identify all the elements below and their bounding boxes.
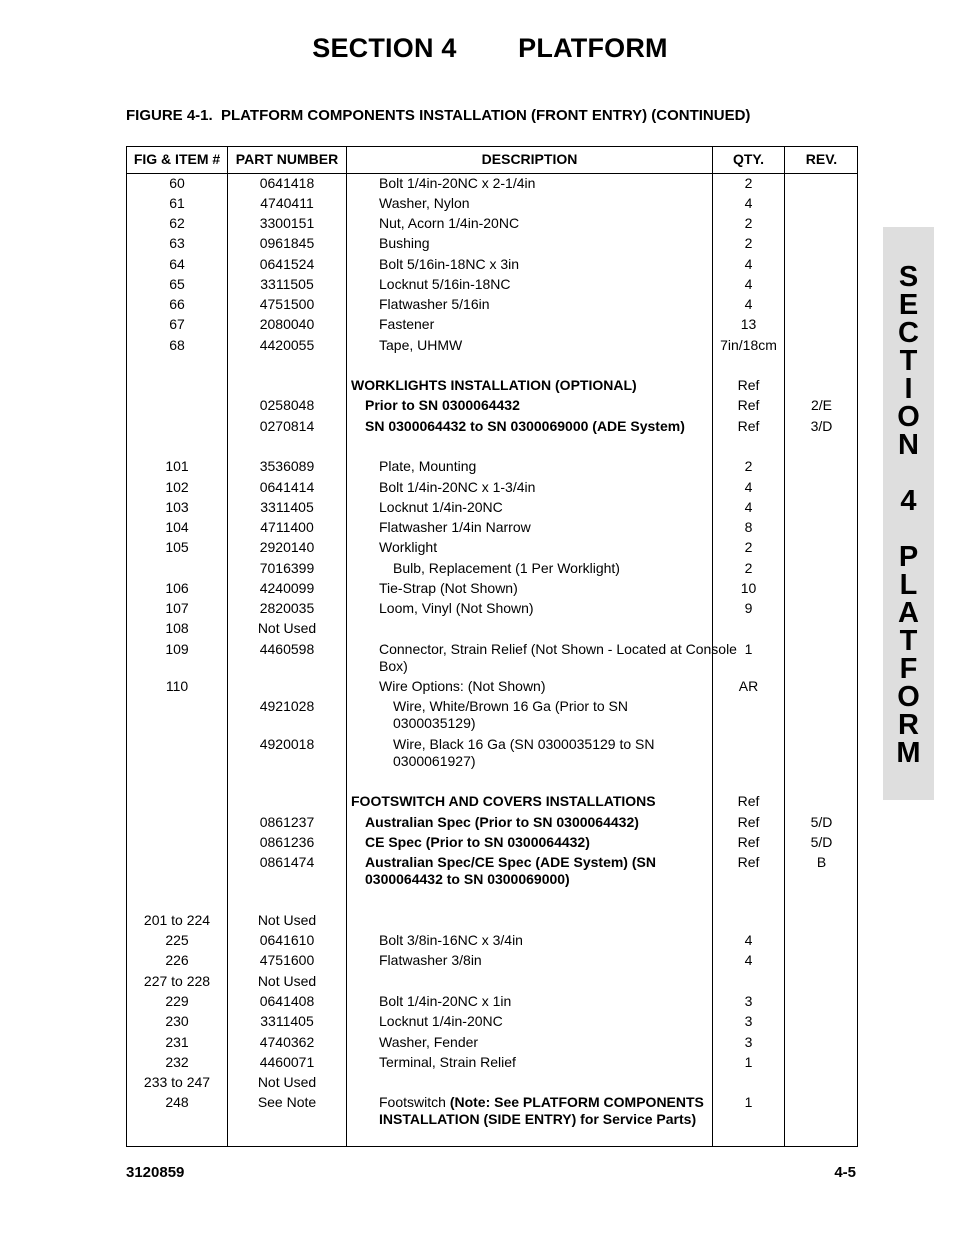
part-number-cell: 4920018 [259,736,315,752]
side-tab-letter: I [904,373,913,405]
side-tab-letter: F [899,653,918,685]
description-cell: Plate, Mounting [379,458,477,474]
side-tab-letter: S [898,261,919,293]
qty-cell: 2 [744,215,753,231]
description-cell: Flatwasher 3/8in [379,952,482,968]
description-cell: Australian Spec/CE Spec (ADE System) (SN 0300064432 to SN 0300069000) [365,854,656,887]
description-cell: Washer, Fender [379,1034,479,1050]
fig-item-cell: 232 [165,1054,189,1070]
description-cell: Washer, Nylon [379,195,470,211]
qty-cell: 3 [744,1013,753,1029]
description-cell: Bulb, Replacement (1 Per Worklight) [393,560,620,576]
header-fig-item: FIG & ITEM # [133,151,221,167]
qty-cell: 3 [744,993,753,1009]
qty-cell: 1 [744,1094,753,1110]
description-cell: Australian Spec (Prior to SN 0300064432) [365,814,639,830]
part-number-cell: 3311505 [260,276,314,292]
fig-item-cell: 230 [165,1013,189,1029]
description-cell: Bolt 5/16in-18NC x 3in [379,256,520,272]
fig-item-cell: 201 to 224 [143,912,211,928]
fig-item-cell: 61 [169,195,185,211]
description-cell: Tape, UHMW [379,337,463,353]
qty-cell: 4 [744,276,753,292]
description-cell: Locknut 1/4in-20NC [379,499,503,515]
fig-item-cell: 226 [165,952,189,968]
description-cell: CE Spec (Prior to SN 0300064432) [365,834,590,850]
fig-item-cell: 67 [169,316,185,332]
part-number-cell: See Note [257,1094,317,1110]
fig-item-cell: 103 [165,499,189,515]
qty-cell: Ref [737,397,760,413]
qty-cell: 10 [740,580,757,596]
header-part-number: PART NUMBER [235,151,339,167]
part-number-cell: Not Used [257,912,317,928]
header-description: DESCRIPTION [481,151,578,167]
description-cell: Locknut 1/4in-20NC [379,1013,503,1029]
part-number-cell: 0641414 [259,479,315,495]
part-number-cell: Not Used [257,973,317,989]
part-number-cell: 0270814 [259,418,315,434]
qty-cell: 7in/18cm [720,337,777,353]
qty-cell: Ref [737,793,760,809]
part-number-cell: 4751500 [259,296,315,312]
fig-item-cell: 60 [169,175,185,191]
part-number-cell: 4740411 [260,195,314,211]
qty-cell: 1 [744,641,753,657]
rev-cell: B [816,854,827,870]
qty-cell: 4 [744,296,753,312]
qty-cell: 4 [744,479,753,495]
description-note: (Note: See PLATFORM COMPONENTS INSTALLATION (SIDE ENTRY) for Service Parts) [379,1094,704,1127]
header-qty: QTY. [732,151,765,167]
part-number-cell: 3536089 [259,458,315,474]
page-number: 4-5 [834,1164,856,1181]
fig-item-cell: 233 to 247 [143,1074,211,1090]
fig-item-cell: 68 [169,337,185,353]
side-tab-letter: E [898,289,919,321]
part-number-cell: 0641524 [259,256,315,272]
fig-item-cell: 109 [165,641,189,657]
part-number-cell: Not Used [257,1074,317,1090]
side-tab-letter: O [897,401,920,433]
description-cell: Flatwasher 1/4in Narrow [379,519,531,535]
qty-cell: 4 [744,952,753,968]
document-number: 3120859 [126,1164,185,1181]
rev-cell: 5/D [810,814,833,830]
qty-cell: 4 [744,499,753,515]
description-cell [348,1094,743,1128]
fig-item-cell: 102 [165,479,189,495]
description-cell: WORKLIGHTS INSTALLATION (OPTIONAL) [351,377,637,393]
qty-cell: 13 [740,316,757,332]
part-number-cell: 0258048 [259,397,315,413]
fig-item-cell: 107 [165,600,189,616]
rev-cell: 2/E [810,397,832,413]
description-cell: Bolt 3/8in-16NC x 3/4in [379,932,523,948]
part-number-cell: 3311405 [260,499,314,515]
fig-item-cell: 106 [165,580,189,596]
qty-cell: 4 [744,932,753,948]
fig-item-cell: 227 to 228 [143,973,211,989]
fig-item-cell: 105 [165,539,189,555]
description-cell: Bolt 1/4in-20NC x 2-1/4in [379,175,536,191]
part-number-cell: 3300151 [259,215,315,231]
description-cell: Prior to SN 0300064432 [365,397,520,413]
side-tab-letter: L [899,569,918,601]
description-cell: Loom, Vinyl (Not Shown) [379,600,534,616]
fig-item-cell: 231 [165,1034,189,1050]
part-number-cell: 0641610 [259,932,315,948]
qty-cell: 2 [744,175,753,191]
part-number-cell: 0641418 [259,175,315,191]
description-cell: Wire, Black 16 Ga (SN 0300035129 to SN 0300061927) [393,736,655,769]
part-number-cell: 4740362 [259,1034,315,1050]
description-cell: Wire, White/Brown 16 Ga (Prior to SN 0300035129) [393,698,628,731]
qty-cell: 4 [744,256,753,272]
part-number-cell: 4460071 [259,1054,315,1070]
part-number-cell: 4921028 [259,698,315,714]
side-tab-letter: P [898,541,919,573]
description-cell: Connector, Strain Relief (Not Shown - Located at Console Box) [379,641,737,674]
part-number-cell: 4460598 [259,641,315,657]
qty-cell: Ref [737,377,760,393]
part-number-cell: 4711400 [260,519,314,535]
side-tab-letter: 4 [900,485,917,517]
qty-cell: 2 [744,539,753,555]
fig-item-cell: 66 [169,296,185,312]
fig-item-cell: 62 [169,215,185,231]
description-cell: FOOTSWITCH AND COVERS INSTALLATIONS [351,793,656,809]
part-number-cell: 4751600 [259,952,315,968]
part-number-cell: 0861237 [259,814,315,830]
side-tab-letter: T [899,625,918,657]
side-tab-letter: M [896,737,921,769]
part-number-cell: 0861474 [259,854,315,870]
qty-cell: AR [738,678,759,694]
column-divider [784,147,785,1146]
fig-item-cell: 225 [165,932,189,948]
side-tab-letter: T [899,345,918,377]
qty-cell: 3 [744,1034,753,1050]
fig-item-cell: 104 [165,519,189,535]
fig-item-cell: 63 [169,235,185,251]
description-cell: Terminal, Strain Relief [379,1054,516,1070]
qty-cell: 8 [744,519,753,535]
figure-title: FIGURE 4-1. PLATFORM COMPONENTS INSTALLATION (FRONT ENTRY) (CONTINUED) [126,107,751,124]
fig-item-cell: 108 [165,620,189,636]
description-cell: Wire Options: (Not Shown) [379,678,546,694]
column-divider [346,147,347,1146]
parts-table [126,146,858,1147]
fig-item-cell: 101 [165,458,189,474]
qty-cell: Ref [737,834,760,850]
rev-cell: 5/D [810,834,833,850]
side-tab-letter: O [897,681,920,713]
qty-cell: Ref [737,814,760,830]
side-tab-letter: N [898,429,919,461]
description-cell: Worklight [379,539,438,555]
description-text: Footswitch [379,1094,446,1110]
qty-cell: 4 [744,195,753,211]
part-number-cell: 0961845 [259,235,315,251]
part-number-cell: 2920140 [259,539,315,555]
part-number-cell: 0641408 [259,993,315,1009]
fig-item-cell: 248 [165,1094,189,1110]
part-number-cell: Not Used [257,620,317,636]
part-number-cell: 2080040 [259,316,315,332]
header-divider [127,173,857,174]
rev-cell: 3/D [810,418,833,434]
qty-cell: 2 [744,458,753,474]
description-cell: Flatwasher 5/16in [379,296,490,312]
side-tab-letter: C [898,317,919,349]
qty-cell: 2 [744,560,753,576]
description-cell: Tie-Strap (Not Shown) [379,580,518,596]
part-number-cell: 7016399 [259,560,315,576]
qty-cell: 1 [744,1054,753,1070]
description-cell: Locknut 5/16in-18NC [379,276,511,292]
fig-item-cell: 110 [165,678,189,694]
part-number-cell: 2820035 [259,600,315,616]
description-cell: Bushing [379,235,430,251]
section-title: SECTION 4 PLATFORM [312,33,668,63]
description-cell: Fastener [379,316,435,332]
qty-cell: 2 [744,235,753,251]
description-cell: Bolt 1/4in-20NC x 1-3/4in [379,479,536,495]
description-cell: Nut, Acorn 1/4in-20NC [379,215,520,231]
part-number-cell: 0861236 [259,834,315,850]
fig-item-cell: 64 [169,256,185,272]
description-cell: SN 0300064432 to SN 0300069000 (ADE System) [365,418,685,434]
fig-item-cell: 229 [165,993,189,1009]
side-tab-letter: A [898,597,919,629]
header-rev: REV. [805,151,838,167]
fig-item-cell: 65 [169,276,185,292]
qty-cell: 9 [744,600,753,616]
qty-cell: Ref [737,418,760,434]
section-side-tab [883,227,934,800]
qty-cell: Ref [737,854,760,870]
description-cell: Bolt 1/4in-20NC x 1in [379,993,512,1009]
part-number-cell: 4420055 [259,337,315,353]
side-tab-letter: R [898,709,919,741]
part-number-cell: 3311405 [260,1013,314,1029]
part-number-cell: 4240099 [259,580,315,596]
